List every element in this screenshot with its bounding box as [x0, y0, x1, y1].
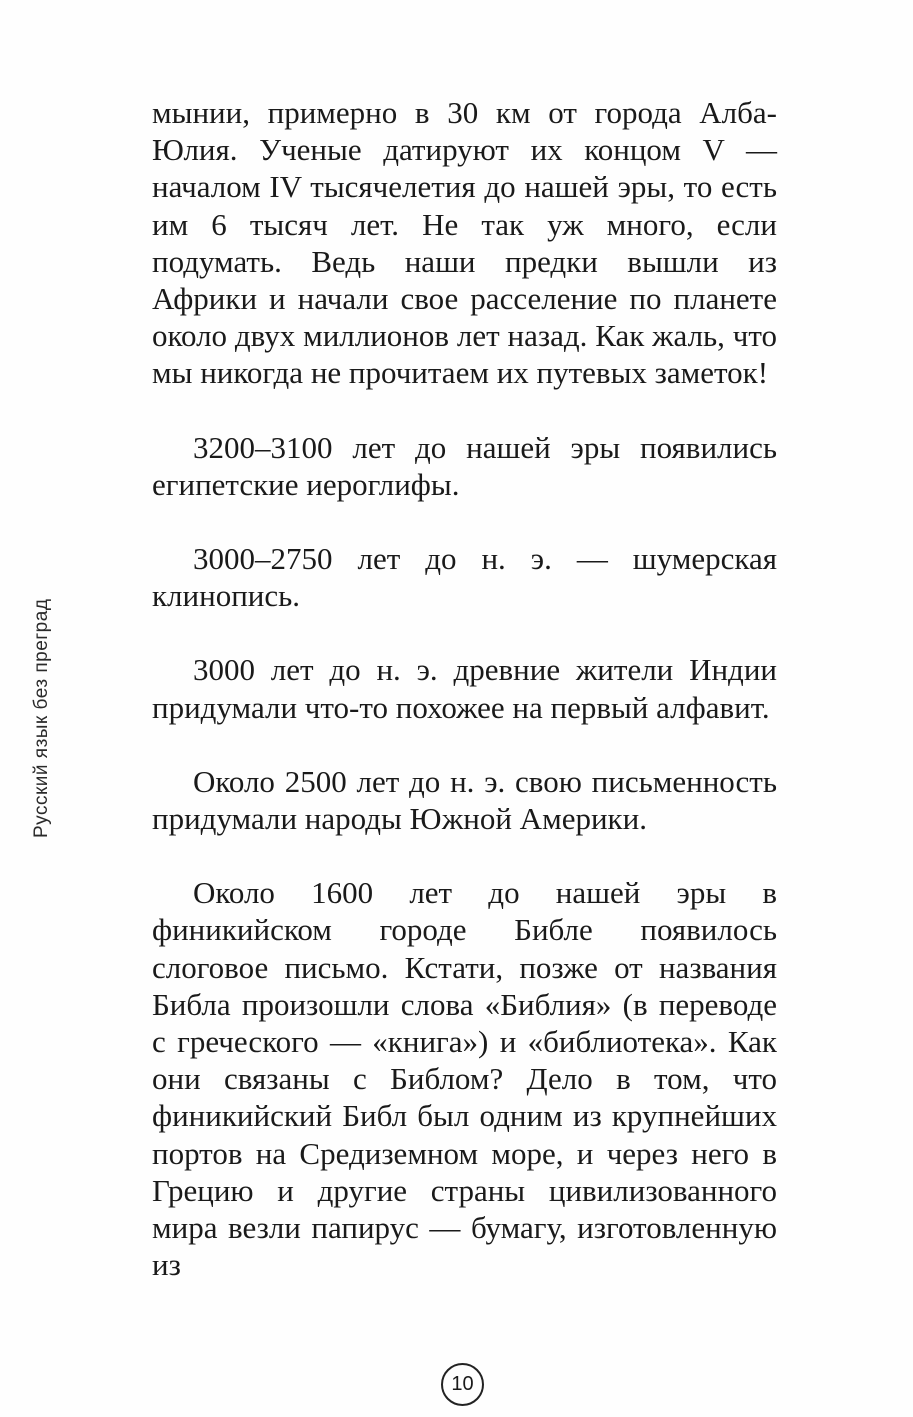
paragraph-continuation: мынии, примерно в 30 км от города Алба-Юлия. Ученые датируют их концом V — началом IV тысячелетия до нашей эры, то есть им 6 тысяч лет. Не так уж много, если подумать. Ведь наши предки вышли из Африки и начали свое расселение по планете около двух миллионов лет назад. Как жаль, что мы никогда не прочитаем их путевых заметок!	[152, 95, 777, 391]
body-text	[152, 94, 777, 1283]
paragraph-byblos: Около 1600 лет до нашей эры в финикийском городе Библе появилось слоговое письмо. Кстати, позже от названия Библа произошли слова «Библия» (в переводе с греческого — «книга») и «библиотека». Как они связаны с Библом? Дело в том, что финикийский Библ был одним из крупнейших портов на Средиземном море, и через него в Грецию и другие страны цивилизованного мира везли папирус — бумагу, изготовленную из	[152, 875, 777, 1283]
running-title: Русский язык без преград	[31, 598, 52, 838]
paragraph-india-alphabet: 3000 лет до н. э. древние жители Индии придумали что-то похожее на первый алфавит.	[152, 652, 777, 725]
paragraph-south-america: Около 2500 лет до н. э. свою письменность придумали народы Южной Америки.	[152, 763, 777, 837]
paragraph-cuneiform: 3000–2750 лет до н. э. — шумерская клинопись.	[152, 541, 777, 614]
page-number: 10	[441, 1363, 484, 1406]
paragraph-hieroglyphs: 3200–3100 лет до нашей эры появились египетские иероглифы.	[152, 429, 777, 502]
